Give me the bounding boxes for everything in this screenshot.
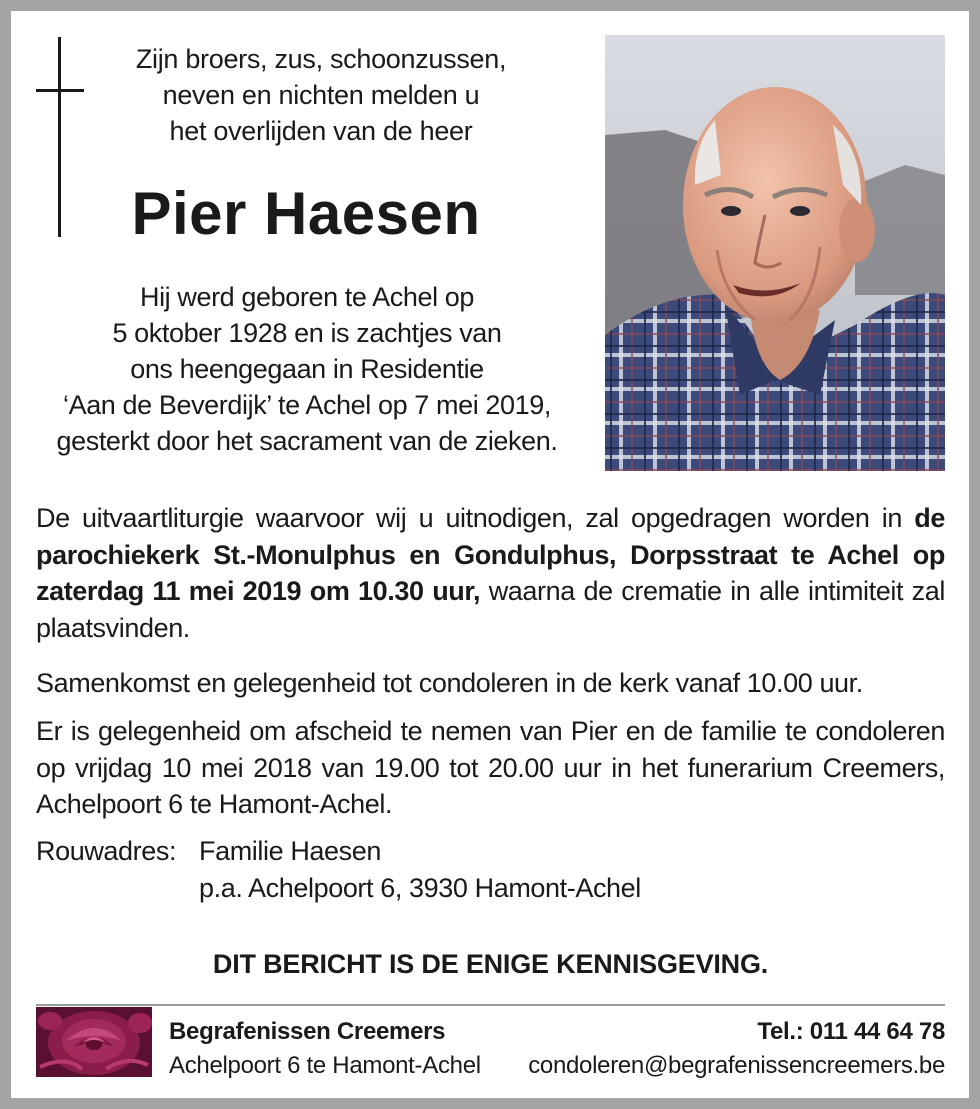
intro-line: neven en nichten melden u bbox=[162, 80, 480, 110]
birth-death-text bbox=[25, 279, 589, 459]
born-line: ‘Aan de Beverdijk’ te Achel op 7 mei 2019, bbox=[62, 390, 551, 420]
cross-icon-bar bbox=[36, 89, 84, 92]
mourning-address bbox=[36, 833, 641, 906]
funeral-intro: De uitvaartliturgie waarvoor wij u uitnodigen, zal opgedragen worden in bbox=[36, 503, 915, 533]
born-line: ons heengegaan in Residentie bbox=[130, 354, 484, 384]
farewell-paragraph: Er is gelegenheid om afscheid te nemen van Pier en de familie te condoleren op vrijdag 10 mei 2018 van 19.00 tot 20.00 uur in het funerarium Creemers, Achelpoort 6 te Hamont-Achel. bbox=[36, 716, 945, 819]
address-line: p.a. Achelpoort 6, 3930 Hamont-Achel bbox=[199, 872, 641, 903]
obituary-card bbox=[11, 11, 969, 1098]
born-line: Hij werd geboren te Achel op bbox=[139, 282, 474, 312]
portrait-illustration bbox=[605, 35, 945, 471]
intro-text bbox=[101, 41, 541, 149]
rose-illustration bbox=[36, 1007, 152, 1077]
born-line: 5 oktober 1928 en is zachtjes van bbox=[112, 318, 502, 348]
email-link[interactable]: condoleren@begrafenissencreemers.be bbox=[528, 1052, 945, 1079]
cross-icon bbox=[58, 37, 61, 237]
rose-image bbox=[36, 1007, 152, 1077]
portrait-photo bbox=[605, 35, 945, 471]
address-label: Rouwadres: bbox=[36, 836, 177, 866]
deceased-name: Pier Haesen bbox=[131, 180, 481, 247]
funeral-location: de parochiekerk St.-Monulphus en Gondulphus, Dorpsstraat te Achel op zaterdag 11 mei 2019 om 10.30 uur, bbox=[36, 503, 945, 606]
notice-heading: DIT BERICHT IS DE ENIGE KENNISGEVING. bbox=[212, 949, 769, 979]
footer-divider bbox=[36, 1004, 945, 1006]
funeral-rest: waarna de crematie in alle intimiteit zal plaatsvinden. bbox=[36, 576, 945, 643]
address-line: Familie Haesen bbox=[199, 836, 381, 866]
born-line: gesterkt door het sacrament van de zieken. bbox=[56, 426, 558, 456]
funeral-home-contact bbox=[528, 1015, 945, 1083]
phone-number: Tel.: 011 44 64 78 bbox=[757, 1018, 945, 1045]
funeral-home-address: Achelpoort 6 te Hamont-Achel bbox=[169, 1052, 481, 1079]
funeral-paragraph bbox=[36, 500, 945, 646]
funeral-home-info bbox=[169, 1015, 481, 1083]
gathering-paragraph: Samenkomst en gelegenheid tot condoleren in de kerk vanaf 10.00 uur. bbox=[36, 668, 863, 698]
funeral-home-name: Begrafenissen Creemers bbox=[169, 1018, 446, 1045]
intro-line: Zijn broers, zus, schoonzussen, bbox=[135, 44, 507, 74]
intro-line: het overlijden van de heer bbox=[169, 116, 473, 146]
